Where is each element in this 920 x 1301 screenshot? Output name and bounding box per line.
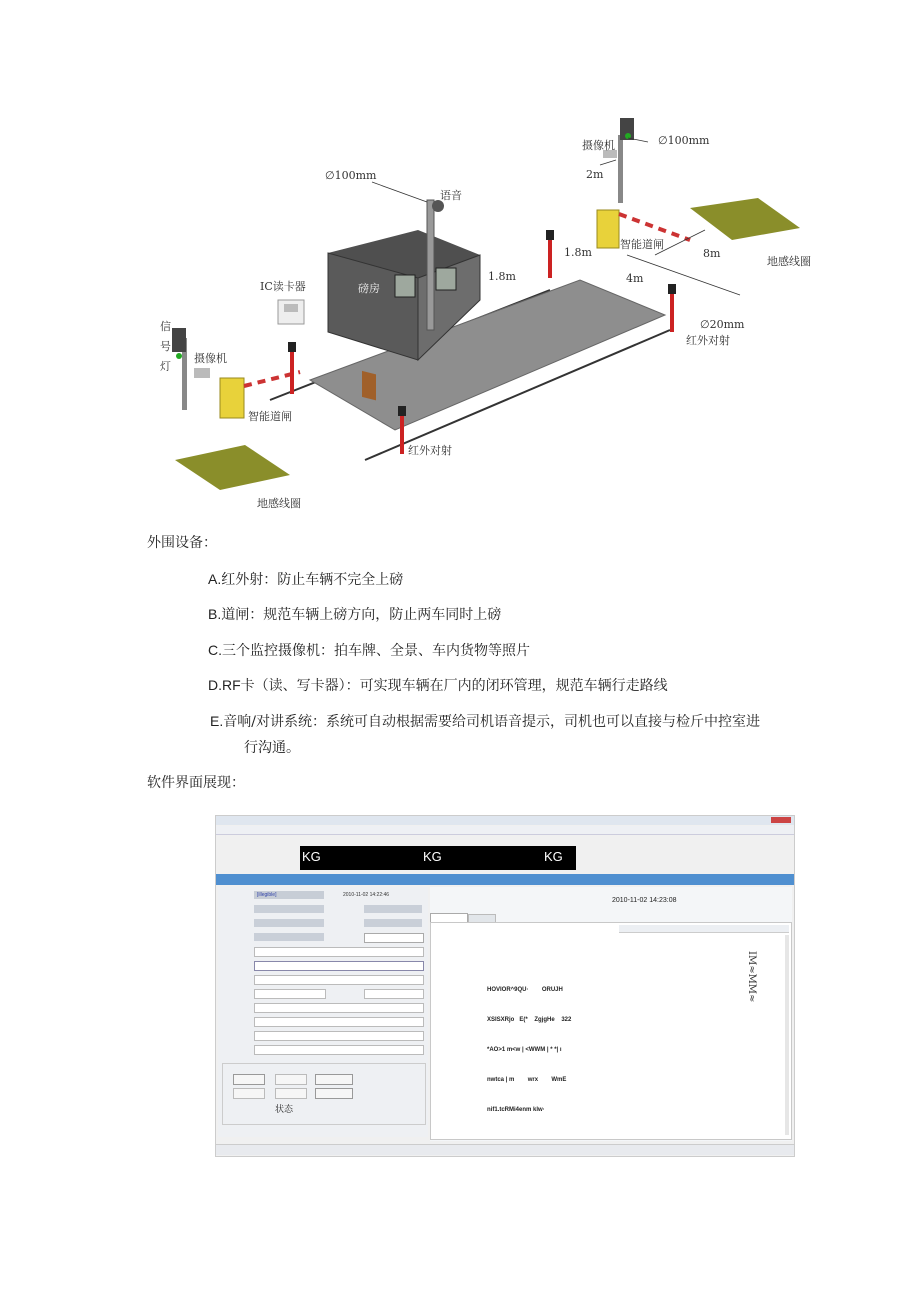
peripherals-heading: 外围设备： xyxy=(147,535,217,551)
label-width-8m: 8m xyxy=(703,247,721,260)
panel-timestamp: 2010-11-02 14:23:08 xyxy=(612,897,677,904)
software-screenshot xyxy=(215,815,795,1157)
item-e: E.音响/对讲系统：系统可自动根据需要给司机语音提示，司机也可以直接与检斤中控室进 xyxy=(210,713,760,730)
action-button-1[interactable] xyxy=(233,1074,265,1085)
weight-unit-3: KG xyxy=(544,849,563,864)
field-row-6[interactable] xyxy=(254,975,424,985)
label-height-2m: 2m xyxy=(586,168,604,181)
table-scrollbar[interactable] xyxy=(785,935,789,1135)
ground-loop-left xyxy=(175,445,290,490)
label-height-1-8m-a: 1.8m xyxy=(488,270,516,283)
plate-input[interactable]: [illegible] xyxy=(254,891,324,899)
field-row-4[interactable] xyxy=(254,947,424,957)
field-row-1[interactable] xyxy=(254,905,324,913)
label-height-1-8m-b: 1.8m xyxy=(564,246,592,259)
status-label: 状态 xyxy=(275,1105,294,1115)
sw-form-panel xyxy=(218,887,428,1137)
field-row-2[interactable] xyxy=(254,919,324,927)
label-signal-light-2: 号 xyxy=(160,340,171,353)
action-button-6[interactable] xyxy=(315,1088,353,1099)
sw-close-icon[interactable] xyxy=(771,817,791,823)
label-gate-right: 智能道闸 xyxy=(620,238,664,251)
label-loop-right: 地感线圈 xyxy=(767,255,811,268)
select-row-3b[interactable] xyxy=(364,933,424,943)
sw-menu-bar xyxy=(216,826,794,835)
action-button-5[interactable] xyxy=(275,1088,307,1099)
field-row-10[interactable] xyxy=(254,1031,424,1041)
ground-loop-right xyxy=(690,198,800,240)
action-button-2[interactable] xyxy=(275,1074,307,1085)
software-heading: 软件界面展现： xyxy=(147,775,245,791)
sw-weight-display xyxy=(300,846,576,870)
form-timestamp: 2010-11-02 14:22:46 xyxy=(343,892,390,898)
field-row-1b[interactable] xyxy=(364,905,422,913)
booth-door xyxy=(362,371,376,400)
field-row-7[interactable] xyxy=(254,989,326,999)
sw-right-panel xyxy=(430,887,792,1141)
item-a: A.红外射：防止车辆不完全上磅 xyxy=(208,571,404,588)
action-button-3[interactable] xyxy=(315,1074,353,1085)
label-camera-right: 摄像机 xyxy=(582,139,615,152)
vertical-garbled-text: IM≈MM≈ xyxy=(746,951,757,1003)
item-b: B.道闸：规范车辆上磅方向，防止两车同时上磅 xyxy=(208,606,502,623)
action-button-4[interactable] xyxy=(233,1088,265,1099)
label-gate-left: 智能道闸 xyxy=(248,410,292,423)
field-row-3[interactable] xyxy=(254,933,324,941)
field-row-2b[interactable] xyxy=(364,919,422,927)
diagram-illustration xyxy=(150,110,820,520)
item-c: C.三个监控摄像机：拍车牌、全景、车内货物等照片 xyxy=(208,642,530,659)
field-row-9[interactable] xyxy=(254,1017,424,1027)
field-row-5[interactable] xyxy=(254,961,424,971)
label-speaker: 语音 xyxy=(440,189,462,202)
weight-unit-2: KG xyxy=(423,849,442,864)
label-loop-left: 地感线圈 xyxy=(257,497,301,510)
label-pole-diameter-20: ∅20mm xyxy=(700,318,745,331)
field-row-7b[interactable] xyxy=(364,989,424,999)
records-table xyxy=(430,922,792,1140)
item-d: D.RF卡（读、写卡器）：可实现车辆在厂内的闭环管理，规范车辆行走路线 xyxy=(208,677,668,694)
field-row-11[interactable] xyxy=(254,1045,424,1055)
garbled-text-block: HOVIOR^9QU· ORUJH XSISXRjo E(* ZgjgHe 322 *AO>1 m<w | <WWM | * *| ı nwtca | m wrx WmE nif1.tcRMi4enm klw· xyxy=(487,987,572,1113)
label-ic-reader: IC读卡器 xyxy=(260,280,306,293)
label-booth: 磅房 xyxy=(358,282,380,295)
label-infrared-bottom: 红外对射 xyxy=(408,444,452,457)
item-e-continuation: 行沟通。 xyxy=(244,740,300,756)
sw-channel-tabs[interactable] xyxy=(216,874,794,885)
sw-status-bar xyxy=(216,1144,794,1155)
label-pole-diameter-right: ∅100mm xyxy=(658,134,710,147)
sw-title-bar xyxy=(216,816,794,825)
label-camera-left: 摄像机 xyxy=(194,352,227,365)
action-group xyxy=(222,1063,426,1125)
label-width-4m: 4m xyxy=(626,272,644,285)
field-row-8[interactable] xyxy=(254,1003,424,1013)
label-signal-light-1: 信 xyxy=(160,320,171,333)
label-signal-light-3: 灯 xyxy=(160,360,171,373)
table-header xyxy=(619,925,789,933)
weight-unit-1: KG xyxy=(302,849,321,864)
label-pole-diameter-left: ∅100mm xyxy=(325,169,377,182)
label-infrared-right: 红外对射 xyxy=(686,334,730,347)
weighbridge-layout-diagram xyxy=(150,110,820,520)
